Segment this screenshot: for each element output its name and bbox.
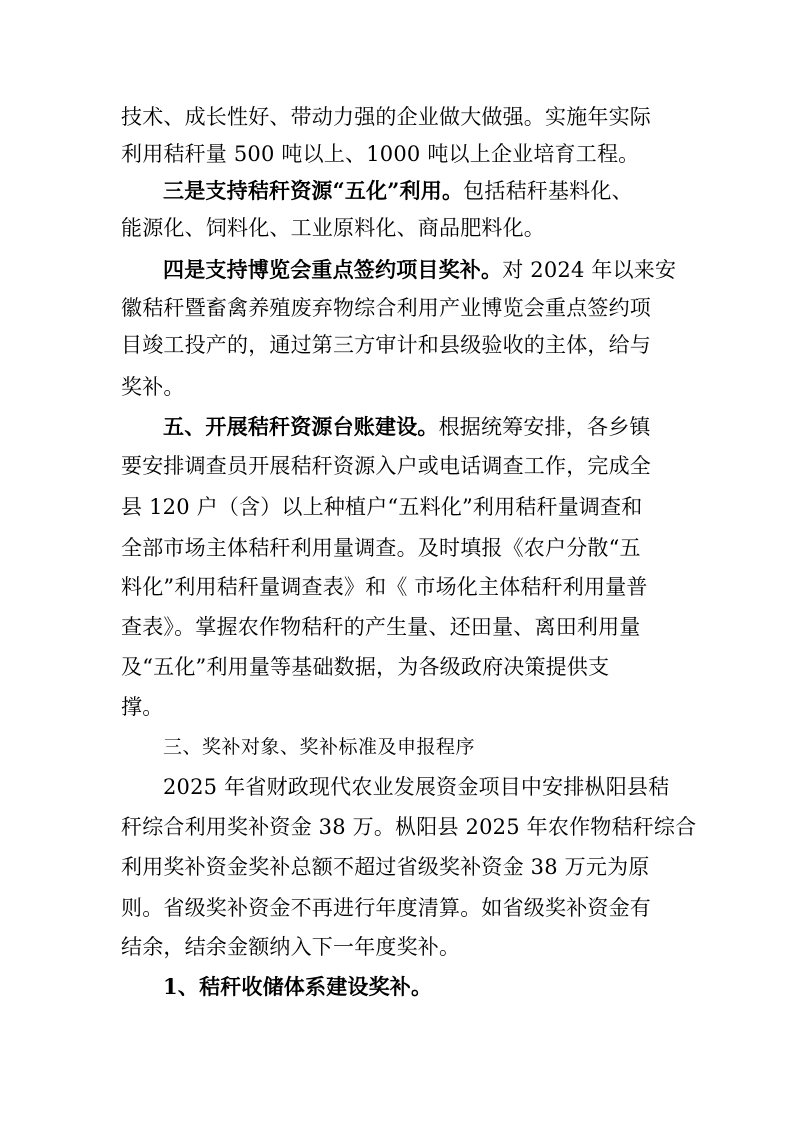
text-line xyxy=(121,372,185,402)
line-text: 能源化、饲料化、工业原料化、商品肥料化。 xyxy=(121,216,545,240)
line-text: 2025 年省财政现代农业发展资金项目中安排枞阳县秸 xyxy=(163,775,670,799)
text-line xyxy=(121,812,696,842)
paragraph-lead: 三是支持秸秆资源“五化”利用。 xyxy=(163,178,464,203)
text-line xyxy=(121,213,545,243)
subsection-heading: 1、秸秆收储体系建设奖补。 xyxy=(163,974,433,999)
line-text: 目竣工投产的，通过第三方审计和县级验收的主体，给与 xyxy=(121,333,651,357)
line-text: 徽秸秆暨畜禽养殖废弃物综合利用产业博览会重点签约项 xyxy=(121,296,651,320)
line-text: 根据统筹安排，各乡镇 xyxy=(438,415,651,439)
text-line xyxy=(121,652,609,682)
line-text: 及“五化”利用量等基础数据，为各级政府决策提供支 xyxy=(121,655,610,679)
line-text: 全部市场主体秸秆利用量调查。及时填报《农户分散“五 xyxy=(121,536,641,560)
line-text: 对 2024 年以来安 xyxy=(502,258,677,282)
text-line xyxy=(121,893,651,923)
line-text: 料化”利用秸秆量调查表》和《 市场化主体秸秆利用量普 xyxy=(121,575,648,599)
line-text: 奖补。 xyxy=(121,375,185,399)
line-text: 撑。 xyxy=(121,695,164,719)
text-line xyxy=(121,533,641,563)
section-heading-line xyxy=(163,412,651,442)
section-heading-text: 三、奖补对象、奖补标准及申报程序 xyxy=(163,736,476,758)
text-line xyxy=(121,330,651,360)
line-text: 秆综合利用奖补资金 38 万。枞阳县 2025 年农作物秸秆综合 xyxy=(121,815,697,839)
text-line xyxy=(121,852,649,882)
text-line xyxy=(121,293,651,323)
line-text: 结余，结余金额纳入下一年度奖补。 xyxy=(121,935,461,959)
paragraph-start-line xyxy=(163,772,669,802)
text-line xyxy=(121,612,641,642)
text-line xyxy=(121,492,643,522)
section-heading-line xyxy=(163,972,432,1002)
text-line xyxy=(121,572,648,602)
line-text: 县 120 户（含）以上种植户“五料化”利用秸秆量调查和 xyxy=(121,495,643,519)
text-line xyxy=(121,692,163,722)
line-text: 技术、成长性好、带动力强的企业做大做强。实施年实际 xyxy=(121,105,651,129)
line-text: 查表》。掌握农作物秸秆的产生量、还田量、离田利用量 xyxy=(121,615,641,639)
text-line xyxy=(121,932,460,962)
section-heading: 五、开展秸秆资源台账建设。 xyxy=(163,414,439,439)
line-text: 利用奖补资金奖补总额不超过省级奖补资金 38 万元为原 xyxy=(121,855,650,879)
line-text: 包括秸秆基料化、 xyxy=(463,179,633,203)
text-line xyxy=(121,451,651,481)
section-heading xyxy=(163,732,475,762)
line-text: 利用秸秆量 500 吨以上、1000 吨以上企业培育工程。 xyxy=(121,142,640,166)
paragraph-lead: 四是支持博览会重点签约项目奖补。 xyxy=(163,257,503,282)
paragraph-start-line xyxy=(163,255,676,285)
line-text: 要安排调查员开展秸秆资源入户或电话调查工作，完成全 xyxy=(121,454,651,478)
paragraph-start-line xyxy=(163,176,633,206)
text-line xyxy=(121,139,639,169)
text-line xyxy=(121,102,651,132)
line-text: 则。省级奖补资金不再进行年度清算。如省级奖补资金有 xyxy=(121,896,651,920)
